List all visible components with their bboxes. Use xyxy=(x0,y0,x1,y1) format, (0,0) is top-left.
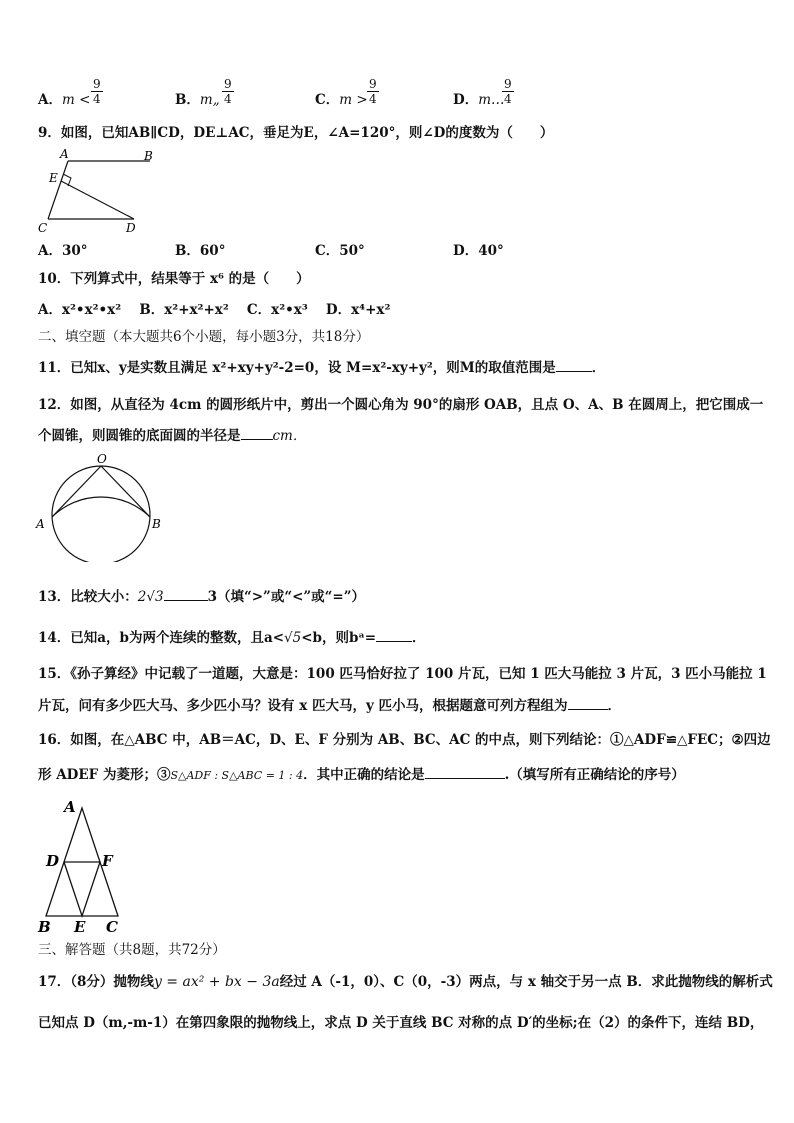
q9-label-d: D xyxy=(126,221,136,235)
q11-text: 11．已知x、y是实数且满足 x²+xy+y²-2=0，设 M=x²-xy+y²，则M的取值范围是 ． xyxy=(38,360,606,376)
q16-figure xyxy=(34,798,134,938)
q9-option-d: D．40° xyxy=(453,243,504,259)
q10-options: A．x²•x²•x² B．x²+x²+x² C．x²•x³ D．x⁴+x² xyxy=(38,302,391,318)
q16-label-e: E xyxy=(74,918,86,936)
q9-label-e: E xyxy=(49,171,58,185)
q9-label-c: C xyxy=(38,221,48,235)
q8-option-a: A．m < xyxy=(38,92,91,108)
q8-option-d-fraction: $\frac{9}{4}$ xyxy=(504,77,512,106)
q16-line1: 16．如图，在△ABC 中，AB＝AC，D、E、F 分别为 AB、BC、AC 的中点，则下列结论：①△ADF≌△FEC；②四边 xyxy=(38,732,771,748)
q8-option-b: B．m„ xyxy=(175,92,220,108)
q8-option-a-fraction: $\frac{9}{4}$ xyxy=(93,77,101,106)
q8-option-c: C．m > xyxy=(315,92,368,108)
q17-line2: 已知点 D（m,-m-1）在第四象限的抛物线上，求点 D 关于直线 BC 对称的点 D′的坐标;在（2）的条件下，连结 BD， xyxy=(38,1015,764,1031)
q9-text: 9．如图，已知AB∥CD，DE⊥AC，垂足为E，∠A=120°，则∠D的度数为（ ） xyxy=(38,125,554,141)
q9-label-b: B xyxy=(144,149,153,163)
q13-text: 13．比较大小：2√3 3（填“>”或“<”或“=”） xyxy=(38,589,365,605)
q10-text: 10．下列算式中，结果等于 x⁶ 的是（ ） xyxy=(38,271,310,287)
q16-label-f: F xyxy=(102,852,113,870)
q13-answer-blank xyxy=(164,588,208,601)
q9-option-c: C．50° xyxy=(315,243,365,259)
q12-label-b: B xyxy=(152,517,161,531)
q12-label-a: A xyxy=(36,517,45,531)
q9-option-b: B．60° xyxy=(175,243,226,259)
q8-option-b-fraction: $\frac{9}{4}$ xyxy=(224,77,232,106)
section-2-heading: 二、填空题（本大题共6个小题，每小题3分，共18分） xyxy=(38,329,370,345)
q16-line2: 形 ADEF 为菱形；③S△ADF : S△ABC = 1 : 4．其中正确的结论是 .（填写所有正确结论的序号） xyxy=(38,767,685,783)
q16-label-b: B xyxy=(38,918,51,936)
q9-figure xyxy=(36,145,166,237)
q8-option-d: D．m… xyxy=(453,92,505,108)
q12-line2: 个圆锥，则圆锥的底面圆的半径是 cm． xyxy=(38,428,307,444)
q9-label-a: A xyxy=(60,147,69,161)
q11-answer-blank xyxy=(556,359,592,372)
q17-line1: 17．（8分）抛物线y = ax² + bx − 3a经过 A（-1，0）、C（0，-3）两点，与 x 轴交于另一点 B．求此抛物线的解析式 xyxy=(38,974,773,990)
section-3-heading: 三、解答题（共8题，共72分） xyxy=(38,942,226,958)
q15-answer-blank xyxy=(568,697,608,710)
q12-line1: 12．如图，从直径为 4cm 的圆形纸片中，剪出一个圆心角为 90°的扇形 OAB，且点 O、A、B 在圆周上，把它围成一 xyxy=(38,397,764,413)
q12-label-o: O xyxy=(97,452,107,466)
q16-answer-blank xyxy=(425,766,505,779)
q12-answer-blank xyxy=(241,427,273,440)
q16-label-c: C xyxy=(106,918,118,936)
q16-label-a: A xyxy=(64,798,76,816)
q9-option-a: A．30° xyxy=(38,243,88,259)
q14-answer-blank xyxy=(376,629,412,642)
q15-line1: 15．《孙子算经》中记载了一道题，大意是：100 匹马恰好拉了 100 片瓦，已知 1 匹大马能拉 3 片瓦，3 匹小马能拉 1 xyxy=(38,666,767,682)
q8-option-c-fraction: $\frac{9}{4}$ xyxy=(369,77,377,106)
q12-figure xyxy=(32,452,172,562)
q15-line2: 片瓦，问有多少匹大马、多少匹小马？设有 x 匹大马，y 匹小马，根据题意可列方程组为 ． xyxy=(38,698,621,714)
q16-label-d: D xyxy=(46,852,60,870)
q14-text: 14．已知a，b为两个连续的整数，且a<√5<b，则bᵃ= ． xyxy=(38,630,426,646)
